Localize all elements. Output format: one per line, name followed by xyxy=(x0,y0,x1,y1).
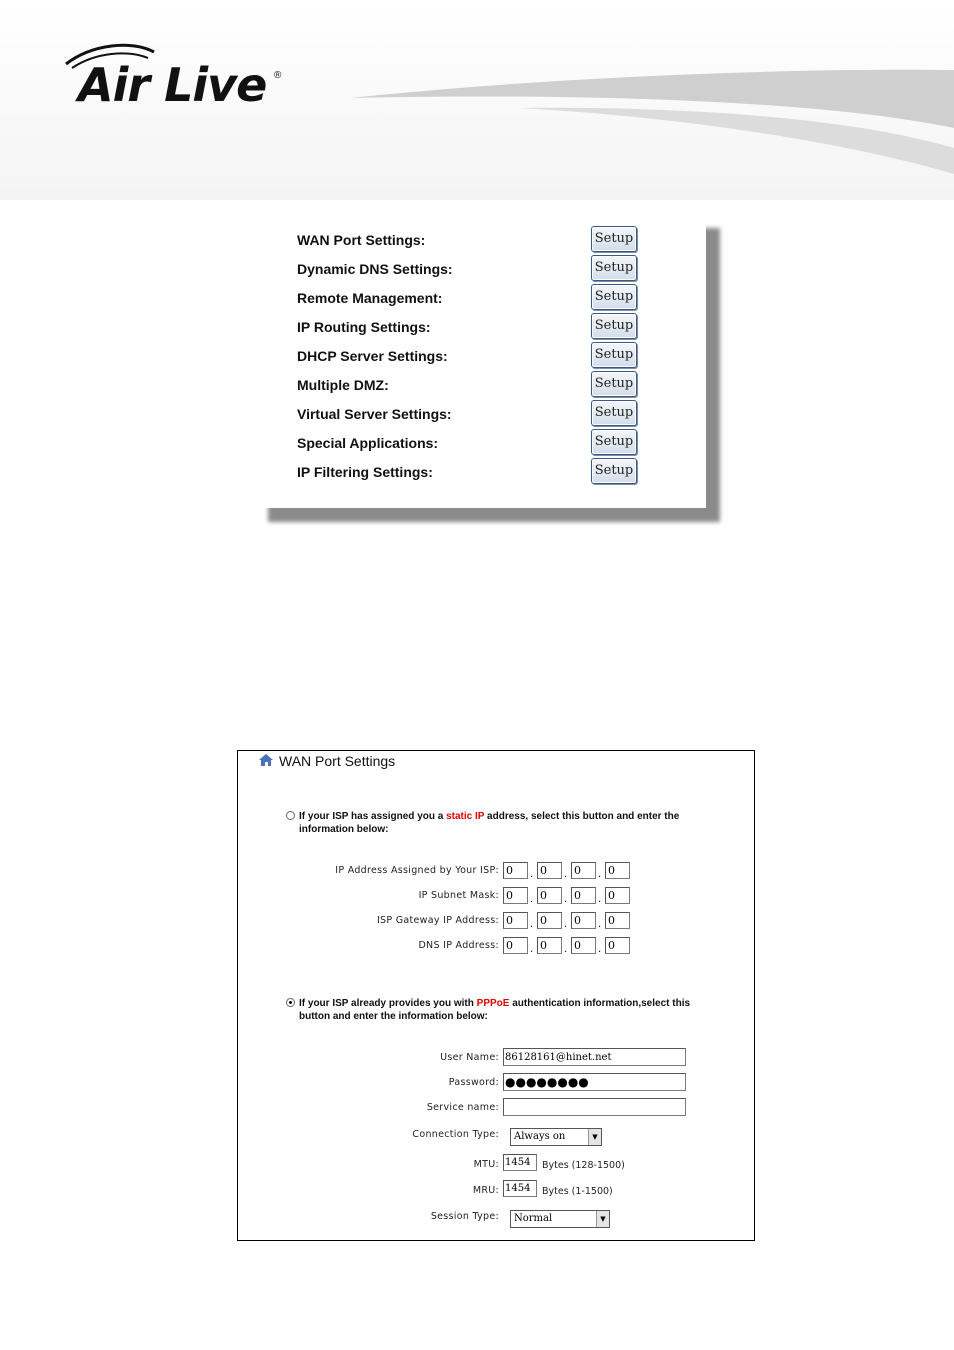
password-input[interactable]: ●●●●●●●● xyxy=(503,1073,686,1091)
remote-management-setup-button[interactable]: Setup xyxy=(591,284,637,310)
service-name-label: Service name: xyxy=(426,1102,499,1113)
subnet-mask-octet-1[interactable] xyxy=(503,887,528,904)
multiple-dmz-setup-button[interactable]: Setup xyxy=(591,371,637,397)
mru-input[interactable] xyxy=(503,1180,537,1197)
dns-octet-4[interactable] xyxy=(605,937,630,954)
setup-label: Special Applications: xyxy=(297,435,439,451)
gateway-octet-2[interactable] xyxy=(537,912,562,929)
connection-type-select[interactable] xyxy=(510,1128,602,1146)
setup-label: IP Filtering Settings: xyxy=(297,464,433,480)
setup-label: Virtual Server Settings: xyxy=(297,406,452,422)
mtu-unit: Bytes (128-1500) xyxy=(542,1160,625,1171)
setup-row-special-applications xyxy=(262,421,706,450)
static-ip-radio[interactable] xyxy=(286,811,295,820)
octet-separator: . xyxy=(530,894,534,905)
chevron-down-icon[interactable]: ▼ xyxy=(588,1129,601,1145)
mru-label: MRU: xyxy=(472,1185,499,1196)
subnet-mask-label: IP Subnet Mask: xyxy=(418,890,499,901)
service-name-input[interactable] xyxy=(503,1098,686,1116)
setup-row-wan-port xyxy=(262,218,706,247)
gateway-octet-3[interactable] xyxy=(571,912,596,929)
session-type-value: Normal xyxy=(514,1213,553,1224)
ip-address-octet-4[interactable] xyxy=(605,862,630,879)
octet-separator: . xyxy=(598,869,602,880)
gateway-octet-4[interactable] xyxy=(605,912,630,929)
octet-separator: . xyxy=(530,919,534,930)
ip-address-octet-2[interactable] xyxy=(537,862,562,879)
gateway-label: ISP Gateway IP Address: xyxy=(376,915,499,926)
setup-label: DHCP Server Settings: xyxy=(297,348,448,364)
setup-label: Multiple DMZ: xyxy=(297,377,389,393)
virtual-server-setup-button[interactable]: Setup xyxy=(591,400,637,426)
special-applications-setup-button[interactable]: Setup xyxy=(591,429,637,455)
octet-separator: . xyxy=(564,919,568,930)
logo-registered-mark: ® xyxy=(274,70,282,81)
wan-title: WAN Port Settings xyxy=(279,753,396,769)
dns-octet-3[interactable] xyxy=(571,937,596,954)
static-option-text-before: If your ISP has assigned you a xyxy=(299,811,447,822)
setup-label: WAN Port Settings: xyxy=(297,232,426,248)
static-option-text-after: address, select this button and enter the information below: xyxy=(299,811,680,835)
subnet-mask-octet-3[interactable] xyxy=(571,887,596,904)
ip-address-octet-1[interactable] xyxy=(503,862,528,879)
static-ip-option-text xyxy=(299,810,719,836)
connection-type-label: Connection Type: xyxy=(412,1129,499,1140)
octet-separator: . xyxy=(598,894,602,905)
user-name-input[interactable] xyxy=(503,1048,686,1066)
setup-row-ip-filtering xyxy=(262,450,706,479)
page-header xyxy=(0,0,954,200)
chevron-down-icon[interactable]: ▼ xyxy=(596,1211,609,1227)
wan-port-setup-button[interactable]: Setup xyxy=(591,226,637,252)
setup-label: IP Routing Settings: xyxy=(297,319,431,335)
wan-port-settings-form xyxy=(237,750,755,1241)
home-icon xyxy=(258,753,274,767)
session-type-select[interactable] xyxy=(510,1210,610,1228)
subnet-mask-octet-2[interactable] xyxy=(537,887,562,904)
connection-type-value: Always on xyxy=(514,1131,566,1142)
setup-label: Remote Management: xyxy=(297,290,443,306)
pppoe-option-text-before: If your ISP already provides you with xyxy=(299,998,477,1009)
ip-address-label: IP Address Assigned by Your ISP: xyxy=(335,865,499,876)
setup-row-dhcp-server xyxy=(262,334,706,363)
pppoe-option-text xyxy=(299,997,719,1023)
mtu-input[interactable] xyxy=(503,1154,537,1171)
octet-separator: . xyxy=(530,944,534,955)
dynamic-dns-setup-button[interactable]: Setup xyxy=(591,255,637,281)
pppoe-highlight: PPPoE xyxy=(476,998,510,1009)
mru-unit: Bytes (1-1500) xyxy=(542,1186,613,1197)
octet-separator: . xyxy=(598,944,602,955)
subnet-mask-octet-4[interactable] xyxy=(605,887,630,904)
ip-filtering-setup-button[interactable]: Setup xyxy=(591,458,637,484)
setup-row-virtual-server xyxy=(262,392,706,421)
pppoe-radio[interactable] xyxy=(286,998,295,1007)
dhcp-server-setup-button[interactable]: Setup xyxy=(591,342,637,368)
octet-separator: . xyxy=(530,869,534,880)
octet-separator: . xyxy=(564,869,568,880)
setup-label: Dynamic DNS Settings: xyxy=(297,261,453,277)
octet-separator: . xyxy=(564,944,568,955)
octet-separator: . xyxy=(564,894,568,905)
dns-label: DNS IP Address: xyxy=(418,940,499,951)
ip-routing-setup-button[interactable]: Setup xyxy=(591,313,637,339)
mtu-label: MTU: xyxy=(473,1159,499,1170)
setup-panel xyxy=(262,218,706,508)
gateway-octet-1[interactable] xyxy=(503,912,528,929)
session-type-label: Session Type: xyxy=(430,1211,499,1222)
dns-octet-2[interactable] xyxy=(537,937,562,954)
airlive-logo xyxy=(62,40,292,110)
setup-row-remote-management xyxy=(262,276,706,305)
setup-row-ip-routing xyxy=(262,305,706,334)
password-label: Password: xyxy=(448,1077,499,1088)
octet-separator: . xyxy=(598,919,602,930)
setup-row-dynamic-dns xyxy=(262,247,706,276)
dns-octet-1[interactable] xyxy=(503,937,528,954)
setup-row-multiple-dmz xyxy=(262,363,706,392)
logo-text: Air Live xyxy=(78,58,267,112)
user-name-label: User Name: xyxy=(440,1052,499,1063)
static-ip-highlight: static IP xyxy=(446,811,485,822)
pppoe-option-text-after: authentication information,select this button and enter the information below: xyxy=(299,998,691,1022)
ip-address-octet-3[interactable] xyxy=(571,862,596,879)
